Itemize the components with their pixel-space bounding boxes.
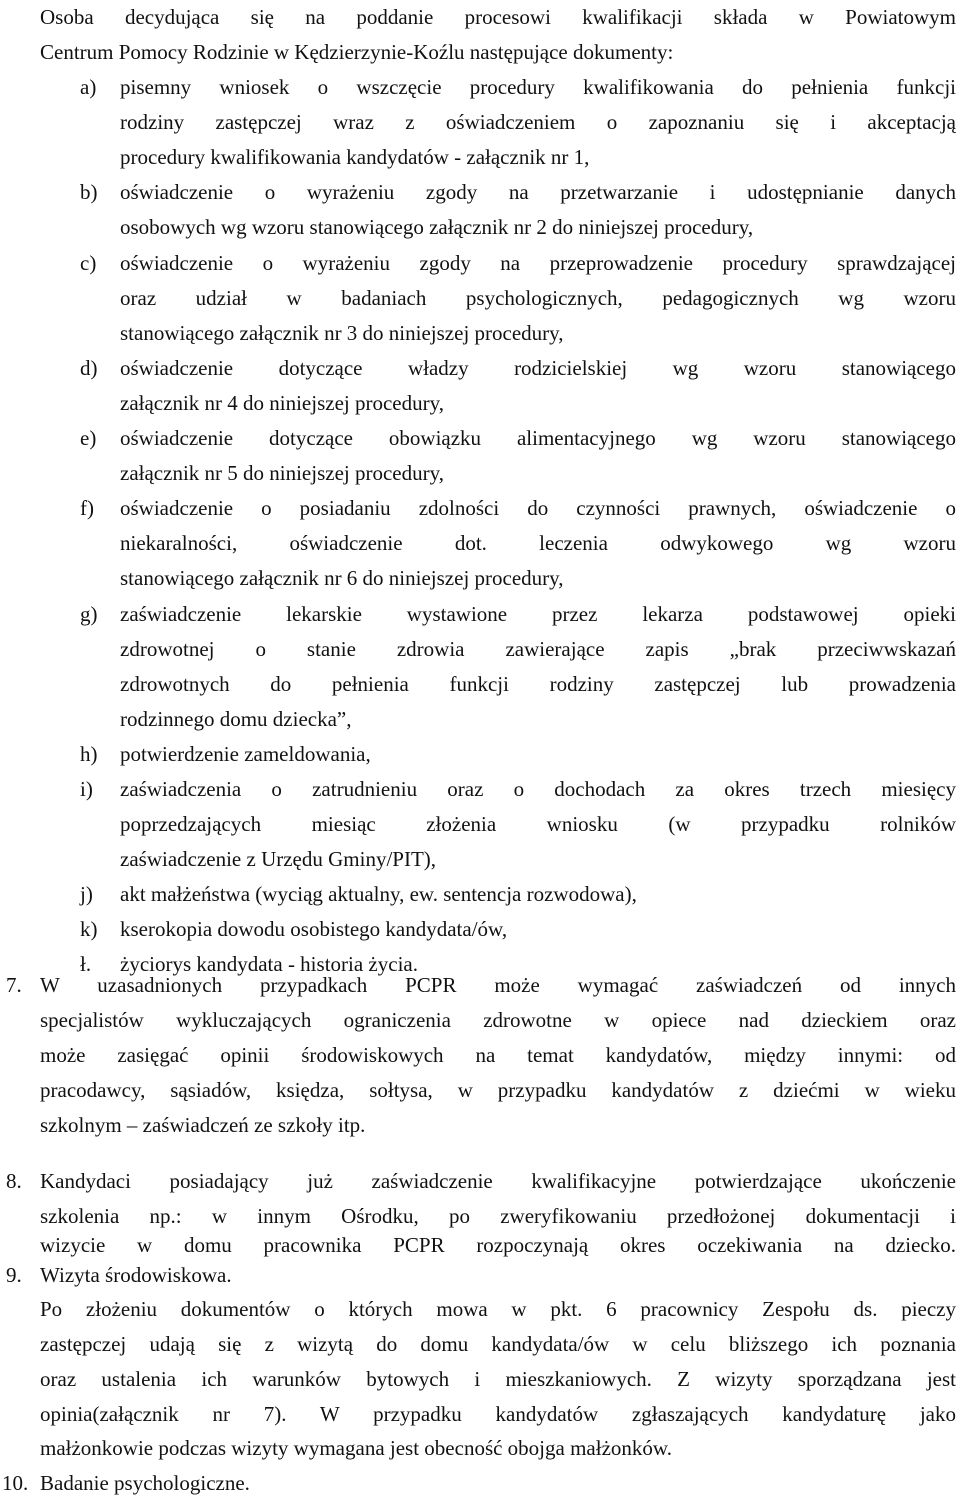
document-item-label: b) — [80, 180, 98, 204]
document-item-text-line: zaświadczenie lekarskie wystawione przez lekarza podstawowej opieki — [120, 602, 956, 626]
point-text-line: wizycie w domu pracownika PCPR rozpoczynają okres oczekiwania na dziecko. — [40, 1233, 956, 1257]
document-item-label: a) — [80, 75, 97, 99]
document-item-text-line: kserokopia dowodu osobistego kandydata/ów, — [120, 917, 508, 941]
document-item-text-line: zdrowotnych do pełnienia funkcji rodziny zastępczej lub prowadzenia — [120, 672, 956, 696]
document-item-label: j) — [80, 882, 93, 906]
document-item-text-line: osobowych wg wzoru stanowiącego załącznik nr 2 do niniejszej procedury, — [120, 215, 754, 239]
document-item-text-line: poprzedzających miesiąc złożenia wniosku (w przypadku rolników — [120, 812, 956, 836]
document-item-text-line: zaświadczenia o zatrudnieniu oraz o dochodach za okres trzech miesięcy — [120, 777, 956, 801]
document-item-text-line: załącznik nr 4 do niniejszej procedury, — [120, 391, 445, 415]
document-item-label: f) — [80, 496, 94, 520]
point-text-line: specjalistów wykluczających ograniczenia zdrowotne w opiece nad dzieckiem oraz — [40, 1008, 956, 1032]
document-item-text-line: życiorys kandydata - historia życia. — [120, 952, 418, 976]
point-number: 8. — [6, 1169, 22, 1193]
document-item-text-line: pisemny wniosek o wszczęcie procedury kwalifikowania do pełnienia funkcji — [120, 75, 956, 99]
point-text-line: W uzasadnionych przypadkach PCPR może wymagać zaświadczeń od innych — [40, 973, 956, 997]
point-text-line: zastępczej udają się z wizytą do domu kandydata/ów w celu bliższego ich poznania — [40, 1332, 956, 1356]
document-item-text-line: potwierdzenie zameldowania, — [120, 742, 371, 766]
document-item-label: i) — [80, 777, 93, 801]
document-item-text-line: rodziny zastępczej wraz z oświadczeniem o zapoznaniu się i akceptacją — [120, 110, 956, 134]
document-item-text-line: zaświadczenie z Urzędu Gminy/PIT), — [120, 847, 437, 871]
document-item-text-line: stanowiącego załącznik nr 3 do niniejszej procedury, — [120, 321, 564, 345]
document-item-text-line: oświadczenie o posiadaniu zdolności do czynności prawnych, oświadczenie o — [120, 496, 956, 520]
document-item-text-line: akt małżeństwa (wyciąg aktualny, ew. sentencja rozwodowa), — [120, 882, 637, 906]
point-text-line: oraz ustalenia ich warunków bytowych i mieszkaniowych. Z wizyty sporządzana jest — [40, 1367, 956, 1391]
document-item-text-line: zdrowotnej o stanie zdrowia zawierające zapis „brak przeciwwskazań — [120, 637, 956, 661]
document-item-text-line: rodzinnego domu dziecka”, — [120, 707, 352, 731]
point-number: 7. — [6, 973, 22, 997]
document-item-text-line: oświadczenie o wyrażeniu zgody na przetwarzanie i udostępnianie danych — [120, 180, 956, 204]
document-item-label: ł. — [80, 952, 92, 976]
document-item-text-line: niekaralności, oświadczenie dot. leczenia odwykowego wg wzoru — [120, 531, 956, 555]
document-item-label: h) — [80, 742, 98, 766]
document-item-label: g) — [80, 602, 98, 626]
point-text-line: pracodawcy, sąsiadów, księdza, sołtysa, w przypadku kandydatów z dziećmi w wieku — [40, 1078, 956, 1102]
point-text-line: może zasięgać opinii środowiskowych na temat kandydatów, między innymi: od — [40, 1043, 956, 1067]
document-item-text-line: procedury kwalifikowania kandydatów - załącznik nr 1, — [120, 145, 590, 169]
intro-line-1: Osoba decydująca się na poddanie procesowi kwalifikacji składa w Powiatowym — [40, 5, 956, 29]
point-number: 10. — [2, 1471, 29, 1495]
document-item-text-line: oraz udział w badaniach psychologicznych, pedagogicznych wg wzoru — [120, 286, 956, 310]
document-item-label: e) — [80, 426, 97, 450]
document-item-label: c) — [80, 251, 97, 275]
intro-line-2: Centrum Pomocy Rodzinie w Kędzierzynie-Koźlu następujące dokumenty: — [40, 40, 674, 64]
point-text-line: Po złożeniu dokumentów o których mowa w pkt. 6 pracownicy Zespołu ds. pieczy — [40, 1297, 956, 1321]
document-item-text-line: załącznik nr 5 do niniejszej procedury, — [120, 461, 445, 485]
point-text-line: Kandydaci posiadający już zaświadczenie kwalifikacyjne potwierdzające ukończenie — [40, 1169, 956, 1193]
point-text-line: szkolnym – zaświadczeń ze szkoły itp. — [40, 1113, 366, 1137]
point-text-line: opinia(załącznik nr 7). W przypadku kandydatów zgłaszających kandydaturę jako — [40, 1402, 956, 1426]
point-text-line: Wizyta środowiskowa. — [40, 1263, 232, 1287]
document-item-label: d) — [80, 356, 98, 380]
point-text-line: szkolenia np.: w innym Ośrodku, po zweryfikowaniu przedłożonej dokumentacji i — [40, 1204, 956, 1228]
document-item-text-line: oświadczenie dotyczące obowiązku alimentacyjnego wg wzoru stanowiącego — [120, 426, 956, 450]
point-text-line: Badanie psychologiczne. — [40, 1471, 250, 1495]
document-item-text-line: oświadczenie o wyrażeniu zgody na przeprowadzenie procedury sprawdzającej — [120, 251, 956, 275]
document-item-label: k) — [80, 917, 98, 941]
document-item-text-line: stanowiącego załącznik nr 6 do niniejszej procedury, — [120, 566, 564, 590]
point-text-line: małżonkowie podczas wizyty wymagana jest obecność obojga małżonków. — [40, 1436, 672, 1460]
document-item-text-line: oświadczenie dotyczące władzy rodzicielskiej wg wzoru stanowiącego — [120, 356, 956, 380]
point-number: 9. — [6, 1263, 22, 1287]
